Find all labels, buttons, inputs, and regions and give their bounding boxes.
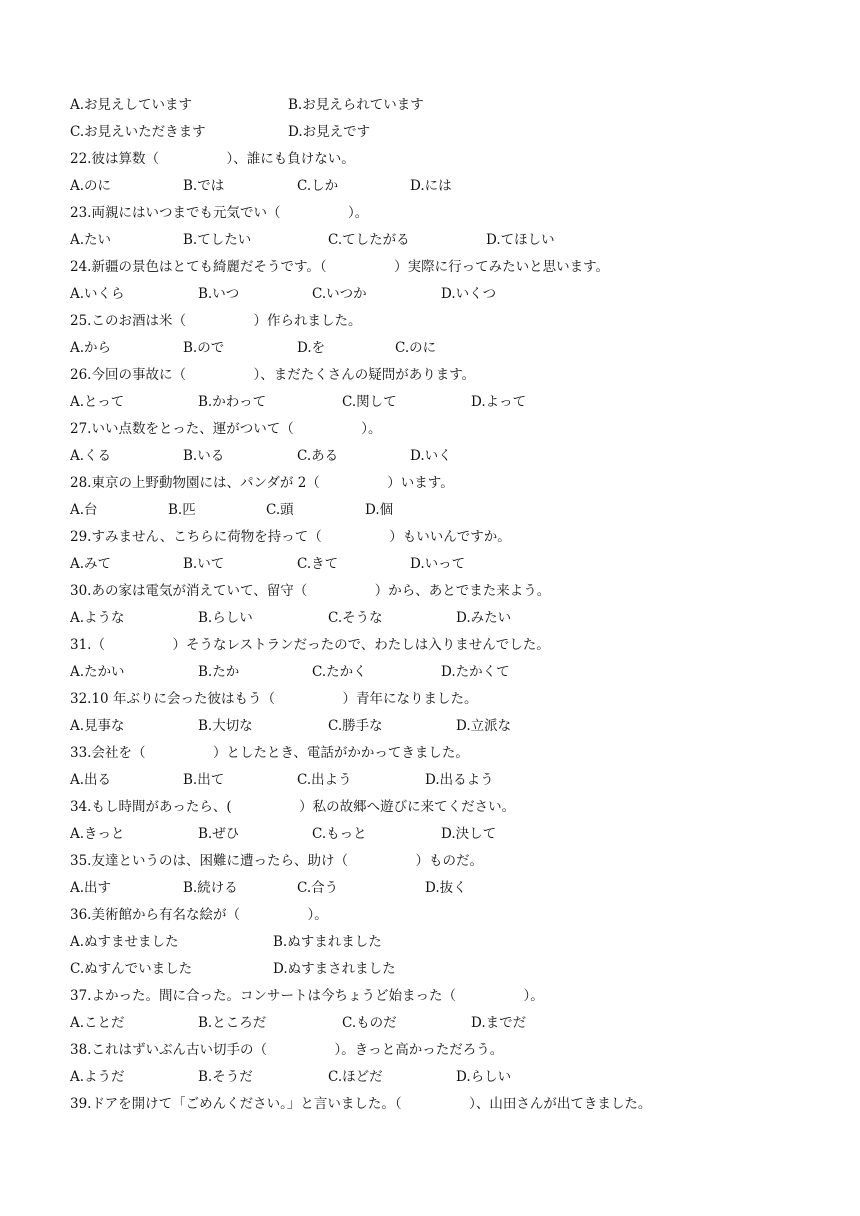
- option-d: D.立派な: [456, 718, 512, 734]
- options-row: [0, 1064, 860, 1091]
- option-a: A.たい: [70, 232, 112, 248]
- question-34: [0, 794, 860, 821]
- question-33: [0, 740, 860, 767]
- options-row: [0, 173, 860, 200]
- option-c: C.頭: [266, 502, 294, 518]
- option-d: D.お見えです: [288, 124, 371, 140]
- option-b: B.続ける: [183, 880, 238, 896]
- options-row: [0, 119, 860, 146]
- option-c: C.そうな: [328, 610, 383, 626]
- options-row: [0, 497, 860, 524]
- option-d: D.個: [365, 502, 394, 518]
- option-b: B.大切な: [198, 718, 253, 734]
- question-35: [0, 848, 860, 875]
- option-a: A.みて: [70, 556, 112, 572]
- option-c: C.いつか: [312, 286, 367, 302]
- option-b: B.匹: [168, 502, 196, 518]
- option-d: D.いくつ: [441, 286, 497, 302]
- option-c: C.合う: [297, 880, 339, 896]
- option-d: D.決して: [441, 826, 497, 842]
- option-a: A.見事な: [70, 718, 125, 734]
- option-b: B.いる: [183, 448, 225, 464]
- options-row: [0, 389, 860, 416]
- option-c: C.ある: [297, 448, 339, 464]
- options-row: [0, 335, 860, 362]
- option-b: B.ところだ: [198, 1015, 267, 1031]
- option-a: A.ことだ: [70, 1015, 125, 1031]
- question-23: [0, 200, 860, 227]
- question-37: [0, 983, 860, 1010]
- question-text: 37.よかった。間に合った。コンサートは今ちょうど始まった（ ）。: [70, 988, 544, 1004]
- option-b: B.では: [183, 178, 225, 194]
- option-c: C.勝手な: [328, 718, 383, 734]
- option-b: B.かわって: [198, 394, 267, 410]
- option-b: B.らしい: [198, 610, 253, 626]
- question-text: 22.彼は算数（ ）、誰にも負けない。: [70, 151, 355, 167]
- options-row: [0, 551, 860, 578]
- options-row: [0, 956, 860, 983]
- option-a: A.から: [70, 340, 112, 356]
- question-text: 30.あの家は電気が消えていて、留守（ ）から、あとでまた来よう。: [70, 583, 551, 599]
- question-27: [0, 416, 860, 443]
- question-text: 39.ドアを開けて「ごめんください。」と言いました。（ ）、山田さんが出てきました。: [70, 1096, 652, 1112]
- question-25: [0, 308, 860, 335]
- question-text: 36.美術館から有名な絵が（ ）。: [70, 907, 328, 923]
- option-b: B.そうだ: [198, 1069, 253, 1085]
- question-31: [0, 632, 860, 659]
- option-a: A.ような: [70, 610, 125, 626]
- question-39: [0, 1091, 860, 1118]
- question-38: [0, 1037, 860, 1064]
- option-a: A.ぬすませました: [70, 934, 179, 950]
- options-row: [0, 605, 860, 632]
- option-d: D.いく: [410, 448, 452, 464]
- question-text: 29.すみません、こちらに荷物を持って（ ）もいいんですか。: [70, 529, 511, 545]
- option-c: C.ものだ: [342, 1015, 397, 1031]
- question-text: 33.会社を（ ）としたとき、電話がかかってきました。: [70, 745, 469, 761]
- option-c: C.もっと: [312, 826, 367, 842]
- option-a: A.のに: [70, 178, 112, 194]
- options-row: [0, 281, 860, 308]
- option-c: C.たかく: [312, 664, 367, 680]
- question-28: [0, 470, 860, 497]
- option-a: A.出す: [70, 880, 112, 896]
- options-row: [0, 713, 860, 740]
- option-b: B.出て: [183, 772, 225, 788]
- option-b: B.ぜひ: [198, 826, 240, 842]
- question-32: [0, 686, 860, 713]
- question-22: [0, 146, 860, 173]
- option-b: B.ので: [183, 340, 225, 356]
- question-text: 38.これはずいぶん古い切手の（ ）。きっと高かっただろう。: [70, 1042, 504, 1058]
- question-text: 24.新疆の景色はとても綺麗だそうです。（ ）実際に行ってみたいと思います。: [70, 259, 610, 275]
- question-text: 31.（ ）そうなレストランだったので、わたしは入りませんでした。: [70, 637, 550, 653]
- option-c: C.お見えいただきます: [70, 124, 206, 140]
- option-c: C.関して: [342, 394, 397, 410]
- option-b: B.ぬすまれました: [273, 934, 382, 950]
- option-d: D.抜く: [425, 880, 467, 896]
- question-text: 26.今回の事故に（ ）、まだたくさんの疑問があります。: [70, 367, 476, 383]
- question-text: 28.東京の上野動物園には、パンダが 2（ ）います。: [70, 475, 454, 491]
- option-a: A.いくら: [70, 286, 125, 302]
- option-a: A.台: [70, 502, 98, 518]
- options-row: [0, 929, 860, 956]
- question-text: 34.もし時間があったら、( ）私の故郷へ遊びに来てください。: [70, 799, 516, 815]
- options-row: [0, 1010, 860, 1037]
- option-b: B.お見えられています: [288, 97, 424, 113]
- option-d: D.ぬすまされました: [273, 961, 396, 977]
- option-d: D.らしい: [456, 1069, 512, 1085]
- option-a: A.たかい: [70, 664, 125, 680]
- options-row: [0, 659, 860, 686]
- options-row: [0, 767, 860, 794]
- question-24: [0, 254, 860, 281]
- options-row: [0, 875, 860, 902]
- question-list: [0, 92, 860, 1118]
- question-text: 32.10 年ぶりに会った彼はもう（ ）青年になりました。: [70, 691, 478, 707]
- question-text: 35.友達というのは、困難に遭ったら、助け（ ）ものだ。: [70, 853, 483, 869]
- option-b: B.いつ: [198, 286, 240, 302]
- question-text: 23.両親にはいつまでも元気でい（ ）。: [70, 205, 369, 221]
- option-d: D.みたい: [456, 610, 512, 626]
- option-a: A.お見えしています: [70, 97, 193, 113]
- option-a: A.ようだ: [70, 1069, 125, 1085]
- option-b: B.いて: [183, 556, 225, 572]
- option-a: A.くる: [70, 448, 112, 464]
- option-c: C.しか: [297, 178, 339, 194]
- question-29: [0, 524, 860, 551]
- option-d: D.いって: [410, 556, 466, 572]
- options-row: [0, 227, 860, 254]
- option-c: C.きて: [297, 556, 339, 572]
- option-d: D.には: [410, 178, 452, 194]
- option-d: D.てほしい: [486, 232, 555, 248]
- option-a: A.出る: [70, 772, 112, 788]
- option-b: B.たか: [198, 664, 240, 680]
- options-row: [0, 92, 860, 119]
- question-text: 25.このお酒は米（ ）作られました。: [70, 313, 362, 329]
- option-c: C.出よう: [297, 772, 352, 788]
- question-36: [0, 902, 860, 929]
- option-d: D.たかくて: [441, 664, 510, 680]
- option-c: C.てしたがる: [328, 232, 410, 248]
- question-30: [0, 578, 860, 605]
- option-d: D.を: [297, 340, 326, 356]
- option-c: C.ぬすんでいました: [70, 961, 193, 977]
- option-d: D.出るよう: [425, 772, 494, 788]
- option-b: B.てしたい: [183, 232, 252, 248]
- options-row: [0, 821, 860, 848]
- option-c: C.のに: [395, 340, 437, 356]
- question-26: [0, 362, 860, 389]
- option-a: A.とって: [70, 394, 125, 410]
- option-a: A.きっと: [70, 826, 125, 842]
- options-row: [0, 443, 860, 470]
- question-text: 27.いい点数をとった、運がついて（ ）。: [70, 421, 382, 437]
- option-d: D.よって: [471, 394, 527, 410]
- option-c: C.ほどだ: [328, 1069, 383, 1085]
- option-d: D.までだ: [471, 1015, 527, 1031]
